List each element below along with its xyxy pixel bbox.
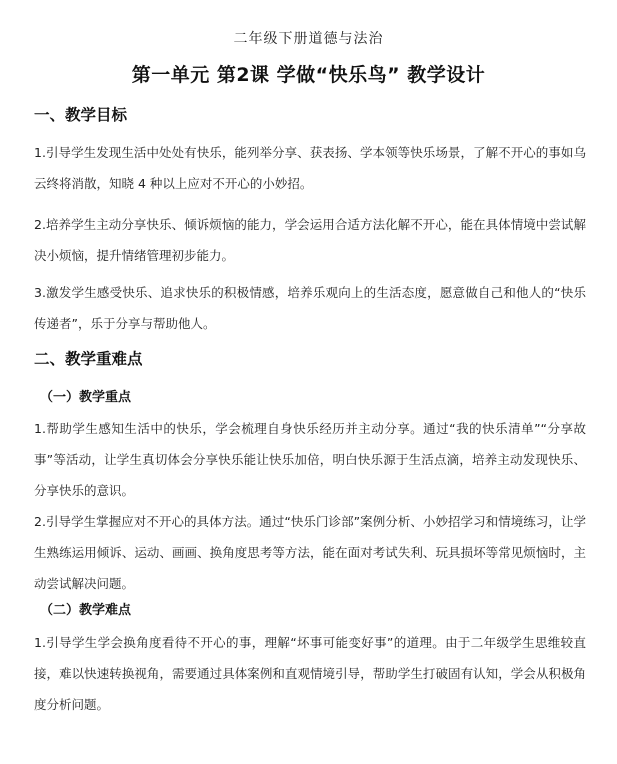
subsection-heading-difficulty: （二）教学难点 bbox=[40, 603, 132, 618]
goal-item-3: 3.激发学生感受快乐、追求快乐的积极情感，培养乐观向上的生活态度，愿意做自己和他人的“快乐传递者”，乐于分享与帮助他人。 bbox=[34, 285, 586, 331]
subsection-heading-focus: （一）教学重点 bbox=[40, 390, 132, 405]
section-heading-key-points: 二、教学重难点 bbox=[34, 350, 143, 368]
goal-item-1: 1.引导学生发现生活中处处有快乐，能列举分享、获表扬、学本领等快乐场景，了解不开心的事如乌云终将消散，知晓 4 种以上应对不开心的小妙招。 bbox=[34, 145, 586, 191]
section-heading-goals: 一、教学目标 bbox=[34, 106, 128, 124]
document-title: 第一单元 第2课 学做“快乐鸟” 教学设计 bbox=[131, 64, 486, 86]
focus-item-1: 1.帮助学生感知生活中的快乐，学会梳理自身快乐经历并主动分享。通过“我的快乐清单”“分享故事”等活动，让学生真切体会分享快乐能让快乐加倍，明白快乐源于生活点滴，培养主动发现快乐、分享快乐的意识。 bbox=[34, 421, 586, 498]
goal-item-2: 2.培养学生主动分享快乐、倾诉烦恼的能力，学会运用合适方法化解不开心，能在具体情境中尝试解决小烦恼，提升情绪管理初步能力。 bbox=[34, 217, 586, 263]
document-subtitle: 二年级下册道德与法治 bbox=[233, 31, 384, 47]
difficulty-item-1: 1.引导学生学会换角度看待不开心的事，理解“坏事可能变好事”的道理。由于二年级学生思维较直接，难以快速转换视角，需要通过具体案例和直观情境引导，帮助学生打破固有认知，学会从积极角度分析问题。 bbox=[34, 635, 586, 712]
focus-item-2: 2.引导学生掌握应对不开心的具体方法。通过“快乐门诊部”案例分析、小妙招学习和情境练习，让学生熟练运用倾诉、运动、画画、换角度思考等方法，能在面对考试失利、玩具损坏等常见烦恼时，主动尝试解决问题。 bbox=[34, 514, 586, 591]
